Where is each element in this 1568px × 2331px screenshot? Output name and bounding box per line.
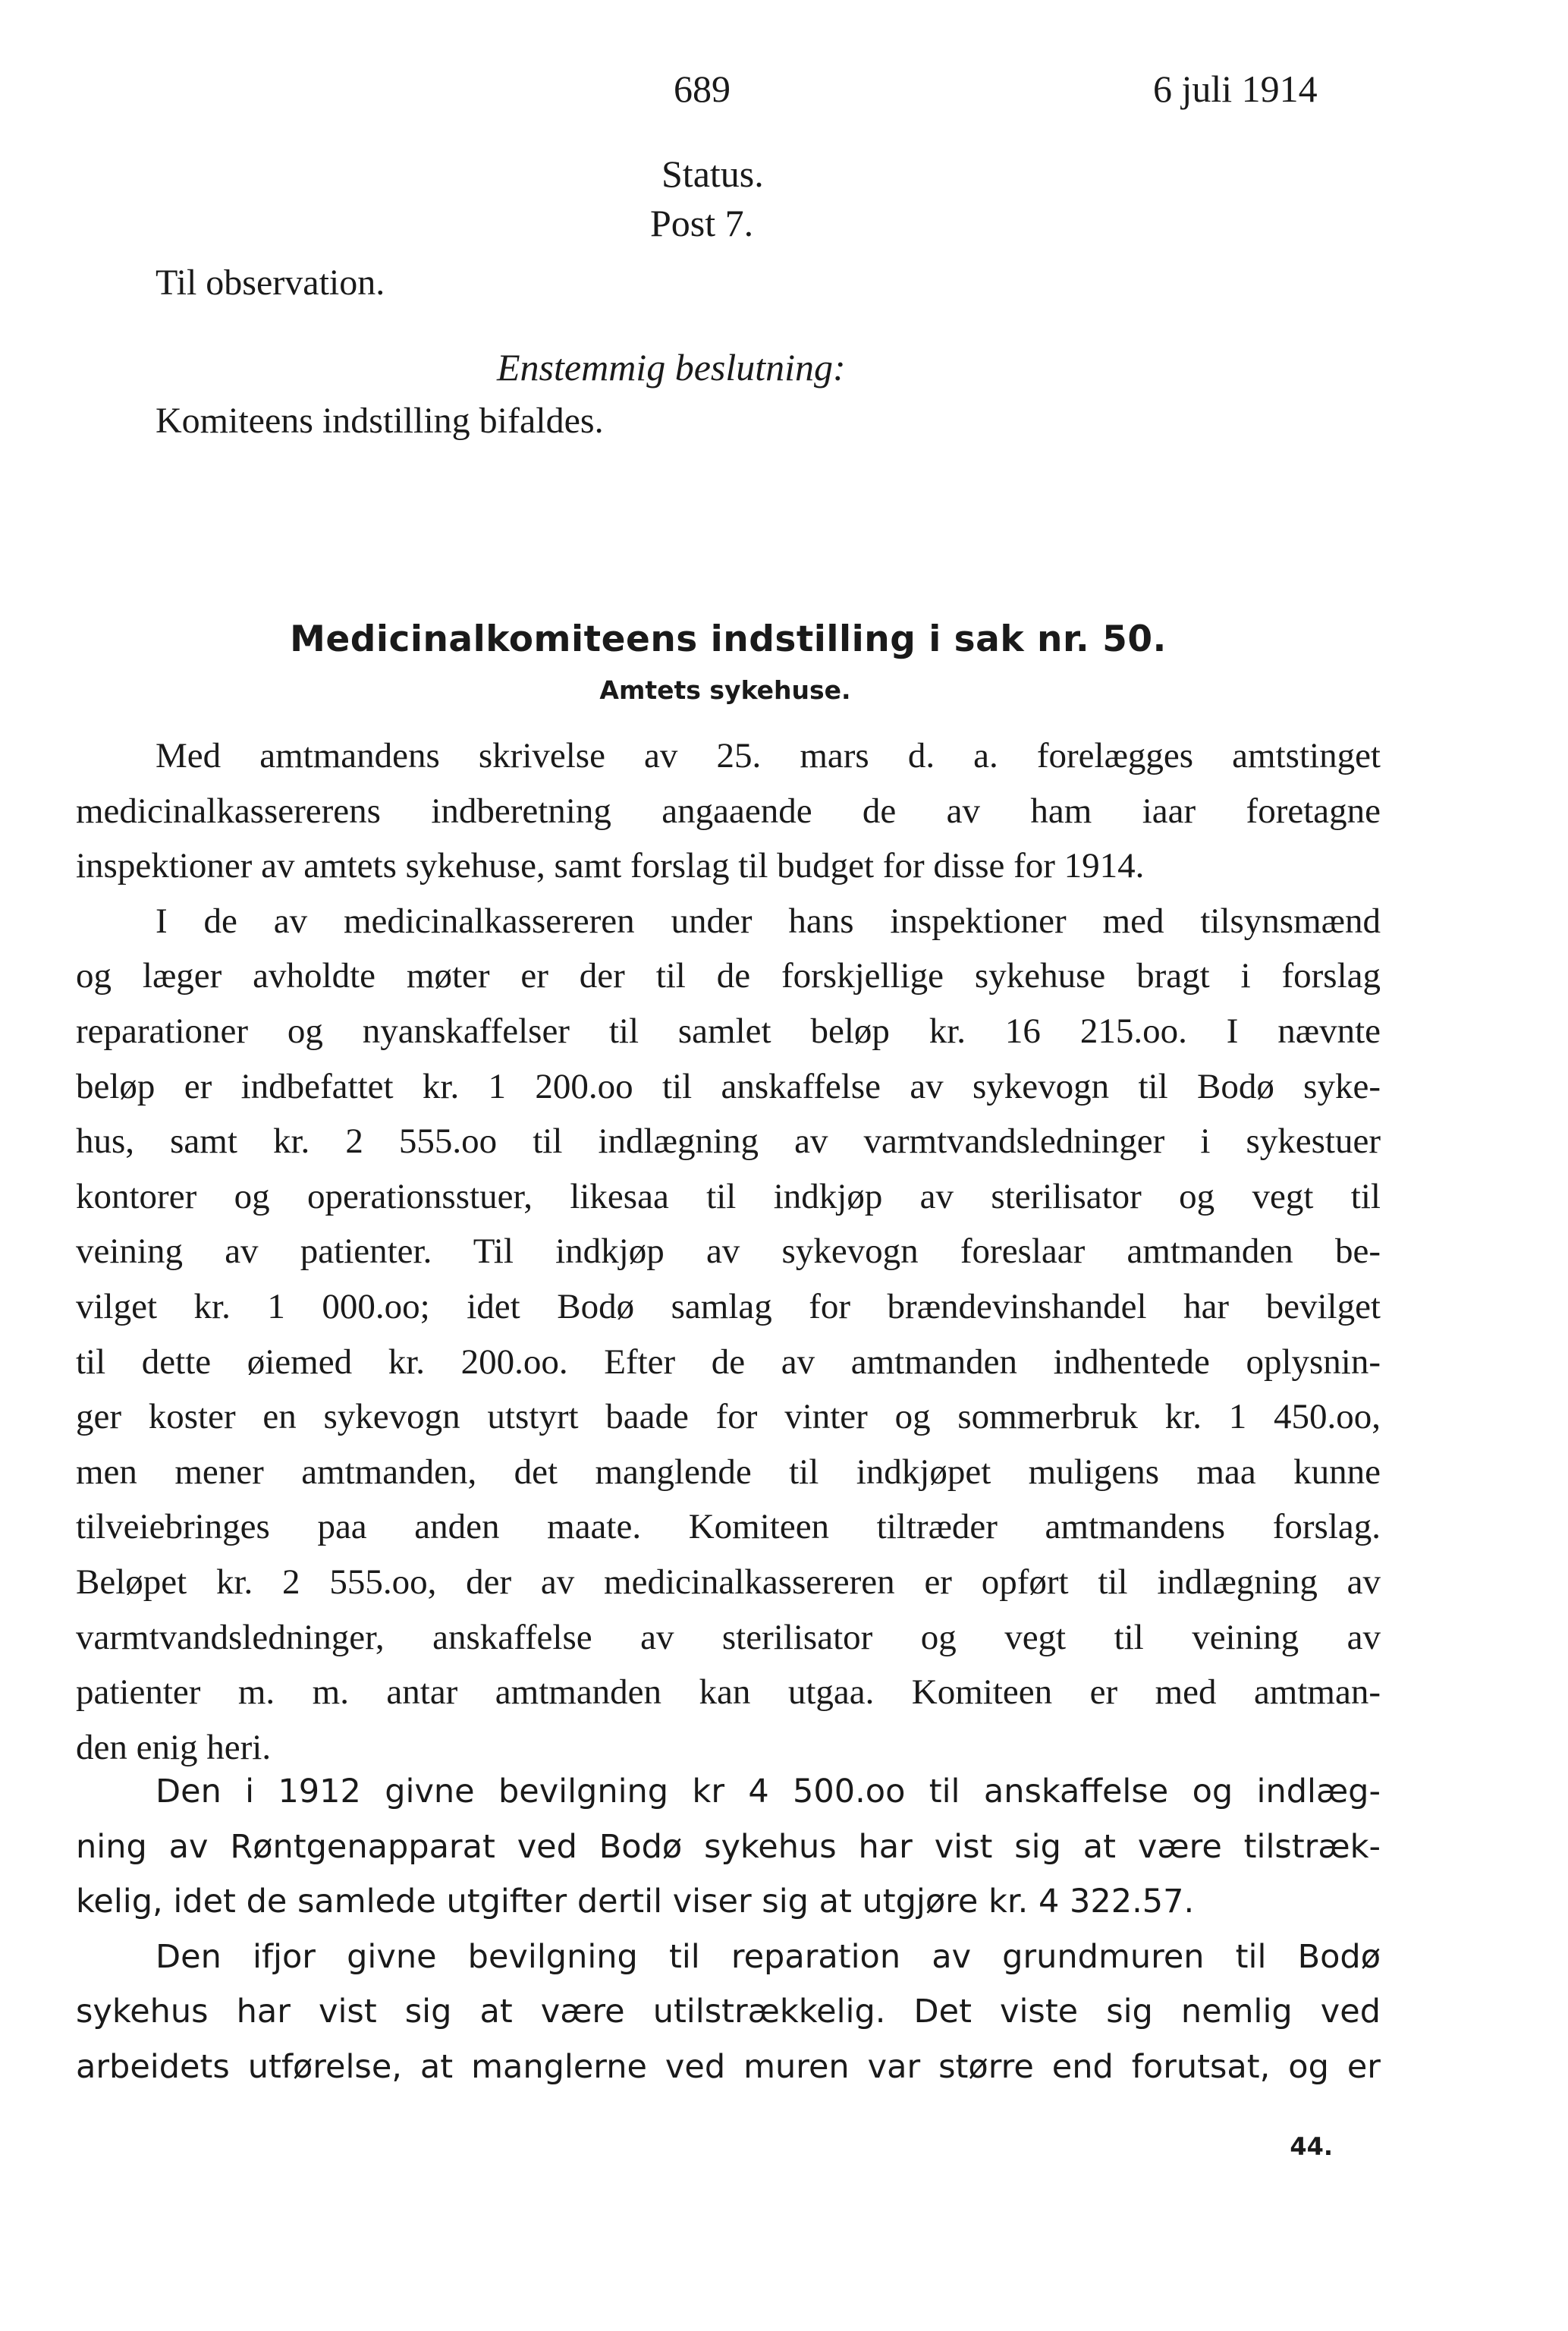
decision-text: Komiteens indstilling bifaldes. [156, 401, 604, 441]
observation-text: Til observation. [156, 263, 385, 303]
page-number: 689 [674, 68, 731, 110]
section-title: Medicinalkomiteens indstilling i sak nr. 50. [290, 618, 1167, 660]
status-heading: Status. [661, 153, 764, 195]
section-subtitle: Amtets sykehuse. [599, 675, 851, 705]
text-line: Beløpet kr. 2 555.oo, der av medicinalkassereren er opført til indlægning av [76, 1562, 1381, 1602]
text-line: hus, samt kr. 2 555.oo til indlægning av varmtvandsledninger i sykestuer [76, 1121, 1381, 1162]
body-text-sans [76, 1764, 1381, 2095]
text-line: kontorer og operationsstuer, likesaa til indkjøp av sterilisator og vegt til [76, 1176, 1381, 1216]
text-line: inspektioner av amtets sykehuse, samt forslag til budget for disse for 1914. [76, 846, 1145, 886]
text-line: ger koster en sykevogn utstyrt baade for vinter og sommerbruk kr. 1 450.oo, [76, 1397, 1381, 1437]
page-date: 6 juli 1914 [1153, 68, 1318, 110]
text-line: men mener amtmanden, det manglende til indkjøpet muligens maa kunne [76, 1452, 1381, 1492]
body-text-serif [76, 728, 1381, 1775]
text-line: veining av patienter. Til indkjøp av sykevogn foreslaar amtmanden be- [76, 1232, 1381, 1272]
text-line: kelig, idet de samlede utgifter dertil viser sig at utgjøre kr. 4 322.57. [76, 1883, 1195, 1921]
post-heading: Post 7. [650, 202, 754, 244]
text-line: Den i 1912 givne bevilgning kr 4 500.oo til anskaffelse og indlæg- [156, 1773, 1381, 1810]
text-line: I de av medicinalkassereren under hans inspektioner med tilsynsmænd [156, 901, 1381, 941]
text-line: reparationer og nyanskaffelser til samlet beløp kr. 16 215.oo. I nævnte [76, 1011, 1381, 1051]
text-line: og læger avholdte møter er der til de forskjellige sykehuse bragt i forslag [76, 956, 1381, 996]
text-line: beløp er indbefattet kr. 1 200.oo til anskaffelse av sykevogn til Bodø syke- [76, 1066, 1381, 1106]
text-line: Den ifjor givne bevilgning til reparation av grundmuren til Bodø [156, 1937, 1381, 1976]
decision-heading: Enstemmig beslutning: [497, 346, 846, 388]
text-line: tilveiebringes paa anden maate. Komiteen tiltræder amtmandens forslag. [76, 1507, 1381, 1547]
text-line: arbeidets utførelse, at manglerne ved muren var større end forutsat, og er [76, 2047, 1381, 2086]
text-line: til dette øiemed kr. 200.oo. Efter de av amtmanden indhentede oplysnin- [76, 1342, 1381, 1382]
signature-mark: 44. [1290, 2132, 1333, 2161]
text-line: medicinalkassererens indberetning angaaende de av ham iaar foretagne [76, 791, 1381, 831]
text-line: varmtvandsledninger, anskaffelse av sterilisator og vegt til veining av [76, 1617, 1381, 1657]
text-line: sykehus har vist sig at være utilstrækkelig. Det viste sig nemlig ved [76, 1993, 1381, 2031]
text-line: patienter m. m. antar amtmanden kan utgaa. Komiteen er med amtman- [76, 1672, 1381, 1713]
text-line: ning av Røntgenapparat ved Bodø sykehus har vist sig at være tilstræk- [76, 1827, 1381, 1866]
text-line: vilget kr. 1 000.oo; idet Bodø samlag for brændevinshandel har bevilget [76, 1286, 1381, 1326]
text-line: den enig heri. [76, 1727, 272, 1767]
text-line: Med amtmandens skrivelse av 25. mars d. a. forelægges amtstinget [156, 736, 1381, 775]
